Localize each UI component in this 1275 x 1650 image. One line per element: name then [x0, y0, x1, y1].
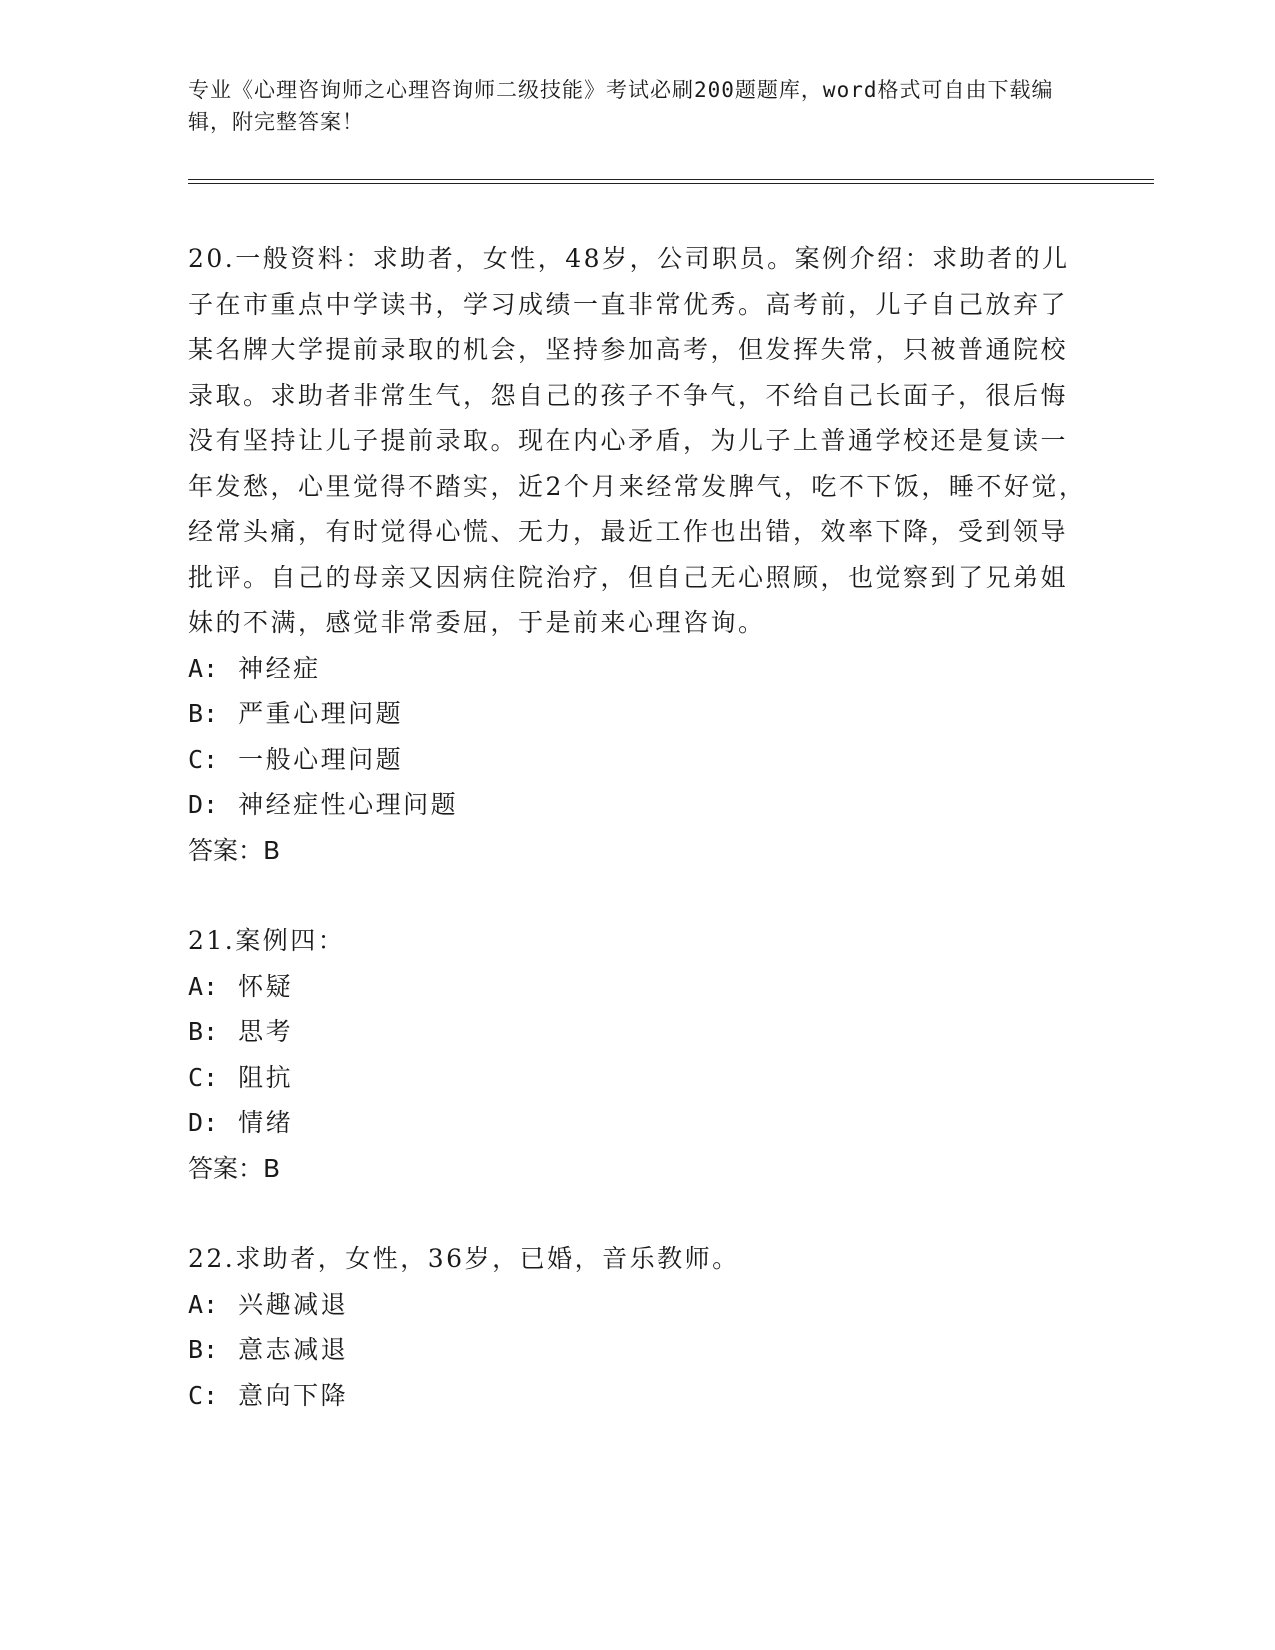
option-letter: A: [188, 971, 219, 1001]
question-text: 20.一般资料：求助者，女性，48岁，公司职员。案例介绍：求助者的儿子在市重点中学读书，学习成绩一直非常优秀。高考前，儿子自己放弃了某名牌大学提前录取的机会，坚持参加高考，但发挥失常，只被普通院校录取。求助者非常生气，怨自己的孩子不争气，不给自己长面子，很后悔没有坚持让儿子提前录取。现在内心矛盾，为儿子上普通学校还是复读一年发愁，心里觉得不踏实，近2个月来经常发脾气，吃不下饭，睡不好觉，经常头痛，有时觉得心慌、无力，最近工作也出错，效率下降，受到领导批评。自己的母亲又因病住院治疗，但自己无心照顾，也觉察到了兄弟姐妹的不满，感觉非常委屈，于是前来心理咨询。 [188, 244, 1087, 637]
option-text: 情绪 [238, 1108, 294, 1137]
option-text: 兴趣减退 [238, 1289, 349, 1319]
option-c [188, 1055, 1088, 1101]
option-letter: D: [188, 1108, 219, 1137]
option-text: 阻抗 [238, 1062, 294, 1092]
question-20 [188, 236, 1088, 873]
answer: 答案：B [188, 1153, 281, 1183]
question-list [188, 236, 1088, 1418]
option-text: 意向下降 [238, 1380, 349, 1410]
option-letter: A: [188, 1289, 219, 1319]
option-b [188, 1327, 1088, 1373]
option-a [188, 964, 1088, 1010]
question-22 [188, 1236, 1088, 1418]
option-a [188, 646, 1088, 692]
option-c [188, 737, 1088, 783]
option-text: 神经症性心理问题 [238, 790, 459, 819]
option-letter: A: [188, 653, 219, 683]
option-letter: C: [188, 1380, 219, 1410]
option-b [188, 691, 1088, 737]
option-letter: B: [188, 1335, 219, 1364]
option-letter: B: [188, 1017, 219, 1046]
question-text: 21.案例四： [188, 926, 346, 955]
option-text: 怀疑 [238, 971, 294, 1001]
header-title: 专业《心理咨询师之心理咨询师二级技能》考试必刷200题题库，word格式可自由下载编辑，附完整答案！ [188, 78, 1054, 134]
option-d [188, 1100, 1088, 1146]
option-text: 严重心理问题 [238, 699, 404, 728]
option-text: 意志减退 [238, 1335, 349, 1364]
option-c [188, 1373, 1088, 1419]
answer: 答案：B [188, 835, 281, 865]
option-letter: C: [188, 1062, 219, 1092]
header-divider-bottom [188, 183, 1154, 184]
option-d [188, 782, 1088, 828]
option-text: 神经症 [238, 653, 321, 683]
option-a [188, 1282, 1088, 1328]
document-header [188, 74, 1068, 138]
question-text: 22.求助者，女性，36岁，已婚，音乐教师。 [188, 1244, 740, 1273]
header-divider-top [188, 179, 1154, 180]
option-text: 一般心理问题 [238, 744, 404, 774]
question-21 [188, 918, 1088, 1191]
option-letter: C: [188, 744, 219, 774]
option-b [188, 1009, 1088, 1055]
option-text: 思考 [238, 1017, 294, 1046]
option-letter: D: [188, 790, 219, 819]
option-letter: B: [188, 699, 219, 728]
